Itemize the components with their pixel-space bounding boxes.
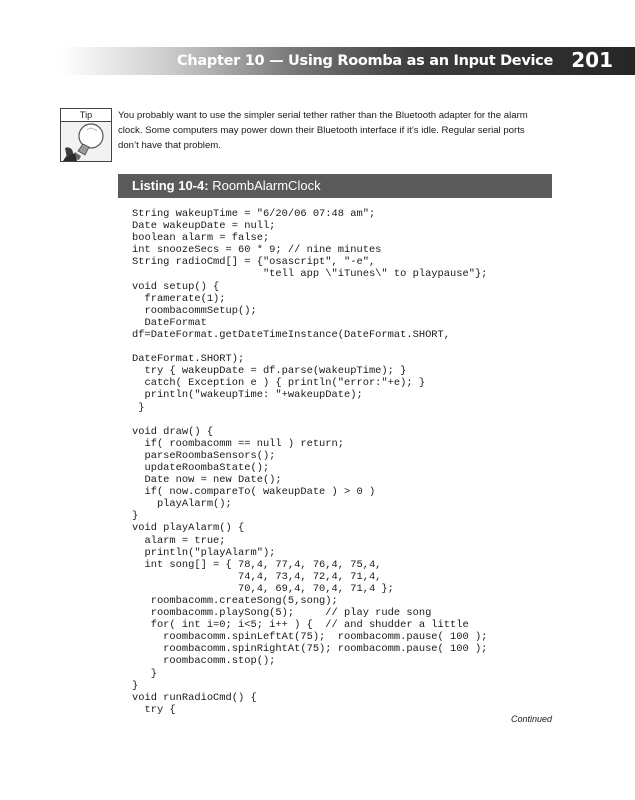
listing-name: RoombAlarmClock	[212, 178, 321, 193]
listing-title	[132, 178, 321, 193]
listing-caption-bar	[118, 174, 552, 198]
tip-label: Tip	[61, 109, 111, 122]
continued-label: Continued	[510, 714, 552, 724]
lightbulb-icon	[61, 122, 111, 161]
chapter-title: Chapter 10 — Using Roomba as an Input Device	[177, 53, 553, 69]
listing-number: Listing 10-4:	[132, 178, 209, 193]
page-number: 201	[571, 48, 613, 72]
tip-text: You probably want to use the simpler serial tether rather than the Bluetooth adapter for the alarm clock. Some computers may power down their Bluetooth interface if it’s idle. Regular serial ports don’t have that problem.	[118, 110, 528, 151]
code-listing: String wakeupTime = "6/20/06 07:48 am"; Date wakeupDate = null; boolean alarm = false; int snoozeSecs = 60 * 9; // nine minutes String radioCmd[] = {"osascript", "-e", "tell app \"iTunes\" to playpause"}; void setup() { framerate(1); roombacommSetup(); DateFormat df=DateFormat.getDateTimeInstance(DateFormat.SHORT, DateFormat.SHORT); try { wakeupDate = df.parse(wakeupTime); } catch( Exception e ) { println("error:"+e); } println("wakeupTime: "+wakeupDate); } void draw() { if( roombacomm == null ) return; parseRoombaSensors(); updateRoombaState(); Date now = new Date(); if( now.compareTo( wakeupDate ) > 0 ) playAlarm(); } void playAlarm() { alarm = true; println("playAlarm"); int song[] = { 78,4, 77,4, 76,4, 75,4, 74,4, 73,4, 72,4, 71,4, 70,4, 69,4, 70,4, 71,4 }; roombacomm.createSong(5,song); roombacomm.playSong(5); // play rude song for( int i=0; i<5; i++ ) { // and shudder a little roombacomm.spinLeftAt(75); roombacomm.pause( 100 ); roombacomm.spinRightAt(75); roombacomm.pause( 100 ); roombacomm.stop(); } } void runRadioCmd() { try {	[132, 208, 488, 716]
tip-box	[60, 108, 112, 162]
